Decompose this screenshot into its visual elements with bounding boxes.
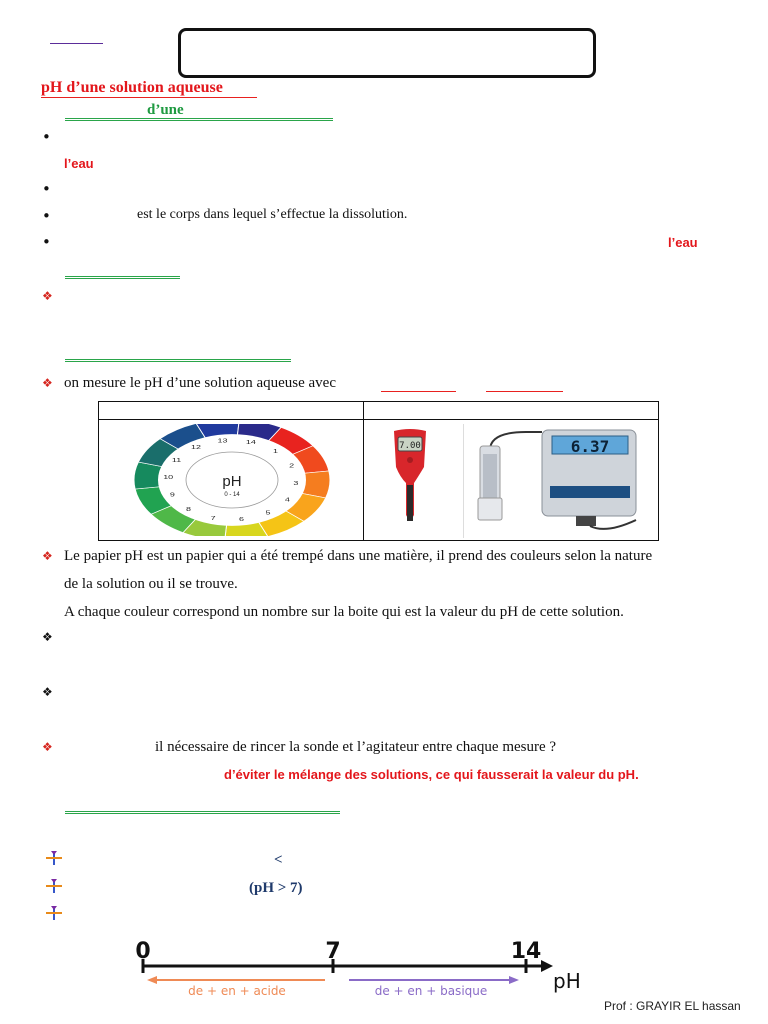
scale-tick-7: 7 [325, 939, 341, 964]
wheel-tick-label: 11 [171, 456, 182, 464]
panel-display: 6.37 [570, 437, 610, 456]
wheel-tick-label: 3 [293, 479, 299, 487]
bullet-3: • [42, 207, 51, 225]
blank-1 [381, 391, 456, 392]
ph-paper-wheel [132, 424, 332, 536]
section-heading-1: d’une [147, 102, 184, 118]
title-underline [41, 97, 257, 98]
question-text: il nécessaire de rincer la sonde et l’agitateur entre chaque mesure ? [155, 739, 557, 755]
arrow-bullet-3-icon [46, 906, 62, 920]
diamond-bullet-4: ❖ [42, 630, 53, 644]
section-heading-3-underline [65, 359, 291, 362]
top-left-rule [50, 43, 103, 44]
acid-label: de + en + acide [188, 984, 286, 998]
section-heading-2-underline [65, 276, 180, 279]
scale-axis-label: pH [553, 969, 581, 993]
arrow-bullet-1-icon [46, 851, 62, 865]
footer-author: Prof : GRAYIR EL hassan [604, 999, 741, 1013]
wheel-range-label: 0 - 14 [224, 492, 240, 498]
bullet-1: • [42, 128, 51, 146]
diamond-bullet-3: ❖ [42, 549, 53, 563]
diamond-bullet-1: ❖ [42, 289, 53, 303]
wheel-tick-label: 10 [163, 473, 174, 481]
measure-text: on mesure le pH d’une solution aqueuse avec [64, 375, 336, 391]
bullet-4: • [42, 233, 51, 251]
wheel-tick-label: 6 [239, 515, 245, 523]
scale-tick-14: 14 [510, 939, 542, 964]
wheel-tick-label: 13 [217, 437, 228, 445]
paragraph-line-2: de la solution ou il se trouve. [64, 576, 238, 592]
wheel-tick-label: 14 [245, 438, 256, 446]
arrow-bullet-2-icon [46, 879, 62, 893]
table-column-divider [363, 402, 364, 540]
wheel-tick-label: 2 [289, 462, 295, 469]
bullet-2: • [42, 180, 51, 198]
wheel-tick-label: 4 [284, 496, 290, 504]
wheel-tick-label: 7 [210, 514, 216, 522]
wheel-tick-label: 5 [265, 509, 271, 517]
bullet-4-word: l’eau [668, 235, 698, 250]
basic-label: de + en + basique [374, 984, 488, 998]
diamond-bullet-6: ❖ [42, 740, 53, 754]
section-heading-1-underline [65, 118, 333, 121]
bullet-1-word: l’eau [64, 156, 94, 171]
header-box [178, 28, 596, 78]
diamond-bullet-2: ❖ [42, 376, 53, 390]
benchtop-ph-meter [466, 424, 656, 536]
diamond-bullet-5: ❖ [42, 685, 53, 699]
section3-item-2: (pH > 7) [249, 880, 303, 896]
paragraph-line-1: Le papier pH est un papier qui a été trempé dans une matière, il prend des couleurs selon la nature [64, 548, 653, 564]
image-separator [463, 424, 464, 538]
table-header-divider [99, 419, 658, 420]
pen-display: 7.00 [399, 441, 421, 451]
blank-2 [486, 391, 563, 392]
wheel-tick-label: 9 [169, 491, 175, 498]
wheel-tick-label: 1 [273, 447, 279, 455]
section-heading-4-underline [65, 811, 340, 814]
question-answer: d’éviter le mélange des solutions, ce qui fausserait la valeur du pH. [224, 767, 639, 782]
wheel-tick-label: 12 [190, 443, 201, 451]
paragraph-line-3: A chaque couleur correspond un nombre sur la boite qui est la valeur du pH de cette solution. [64, 604, 624, 620]
scale-tick-0: 0 [135, 939, 151, 964]
wheel-ph-label: pH [222, 473, 242, 490]
ph-pen-meter [388, 427, 432, 527]
page-title: pH d’une solution aqueuse [41, 79, 223, 96]
ph-scale [125, 932, 585, 1002]
section3-item-1: < [274, 852, 283, 868]
wheel-tick-label: 8 [185, 505, 191, 513]
bullet-3-text: est le corps dans lequel s’effectue la dissolution. [137, 207, 408, 222]
